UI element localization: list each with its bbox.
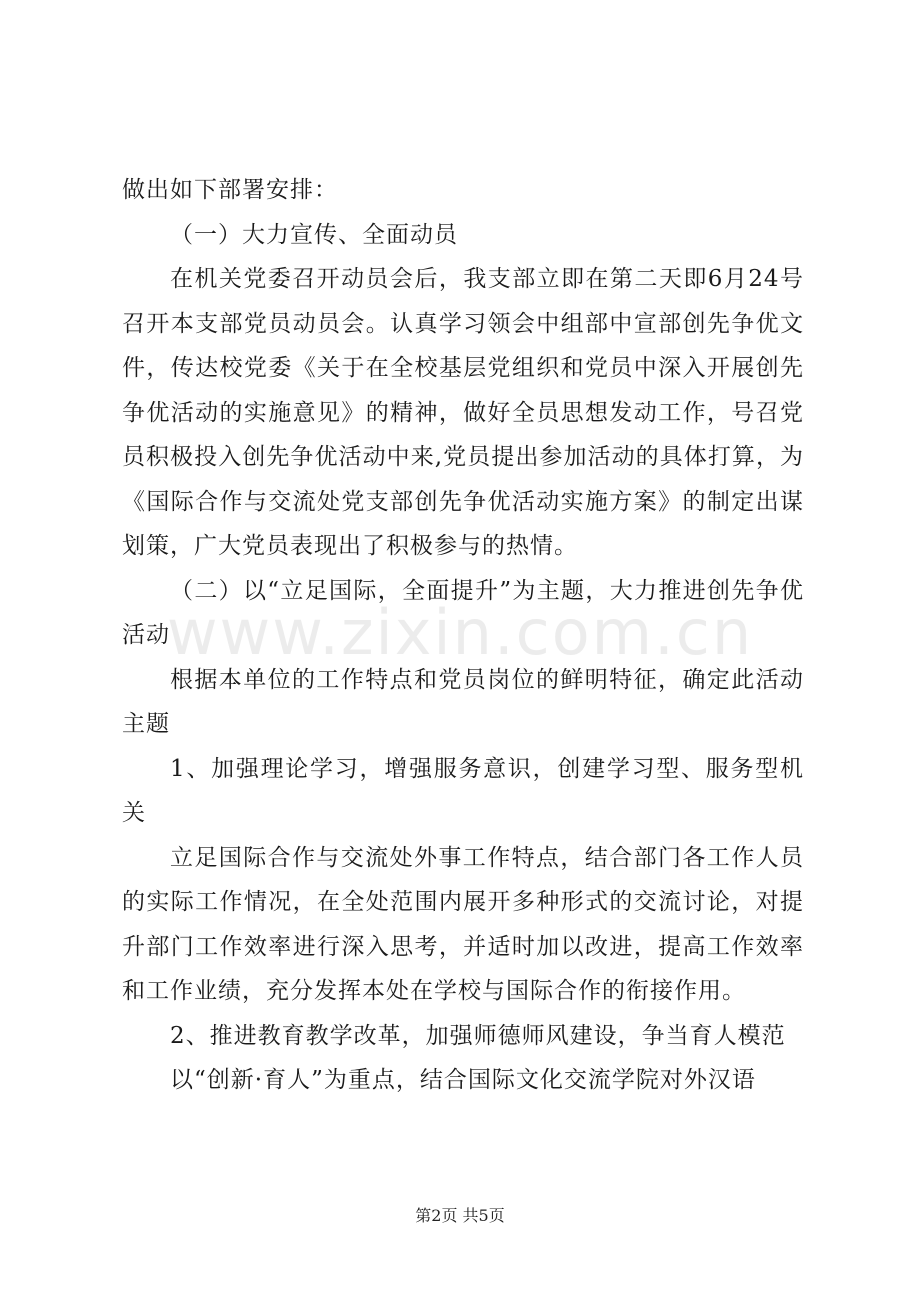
paragraph: 1、加强理论学习，增强服务意识，创建学习型、服务型机关	[122, 755, 804, 826]
paragraph: 做出如下部署安排：	[122, 177, 338, 203]
paragraph: 以“创新·育人”为重点，结合国际文化交流学院对外汉语	[170, 1067, 756, 1093]
paragraph: （一）大力宣传、全面动员	[170, 221, 458, 248]
watermark: www.zixin.com.cn	[166, 596, 754, 669]
paragraph: 2、推进教育教学改革，加强师德师风建设，争当育人模范	[170, 1022, 786, 1049]
document-body	[122, 168, 804, 1103]
paragraph: 立足国际合作与交流处外事工作特点，结合部门各工作人员的实际工作情况，在全处范围内展开多种形式的交流讨论，对提升部门工作效率进行深入思考，并适时加以改进，提高工作效率和工作业绩，充分发挥本处在学校与国际合作的衔接作用。	[122, 844, 804, 1004]
page-number: 第2页 共5页	[415, 1206, 505, 1225]
paragraph: 在机关党委召开动员会后，我支部立即在第二天即6月24号召开本支部党员动员会。认真学习领会中组部中宣部创先争优文件，传达校党委《关于在全校基层党组织和党员中深入开展创先争优活动的实施意见》的精神，做好全员思想发动工作，号召党员积极投入创先争优活动中来,党员提出参加活动的具体打算，为《国际合作与交流处党支部创先争优活动实施方案》的制定出谋划策，广大党员表现出了积极参与的热情。	[122, 266, 804, 559]
paragraph: 根据本单位的工作特点和党员岗位的鲜明特征，确定此活动主题	[122, 666, 804, 737]
paragraph: （二）以“立足国际，全面提升”为主题，大力推进创先争优活动	[122, 577, 804, 648]
